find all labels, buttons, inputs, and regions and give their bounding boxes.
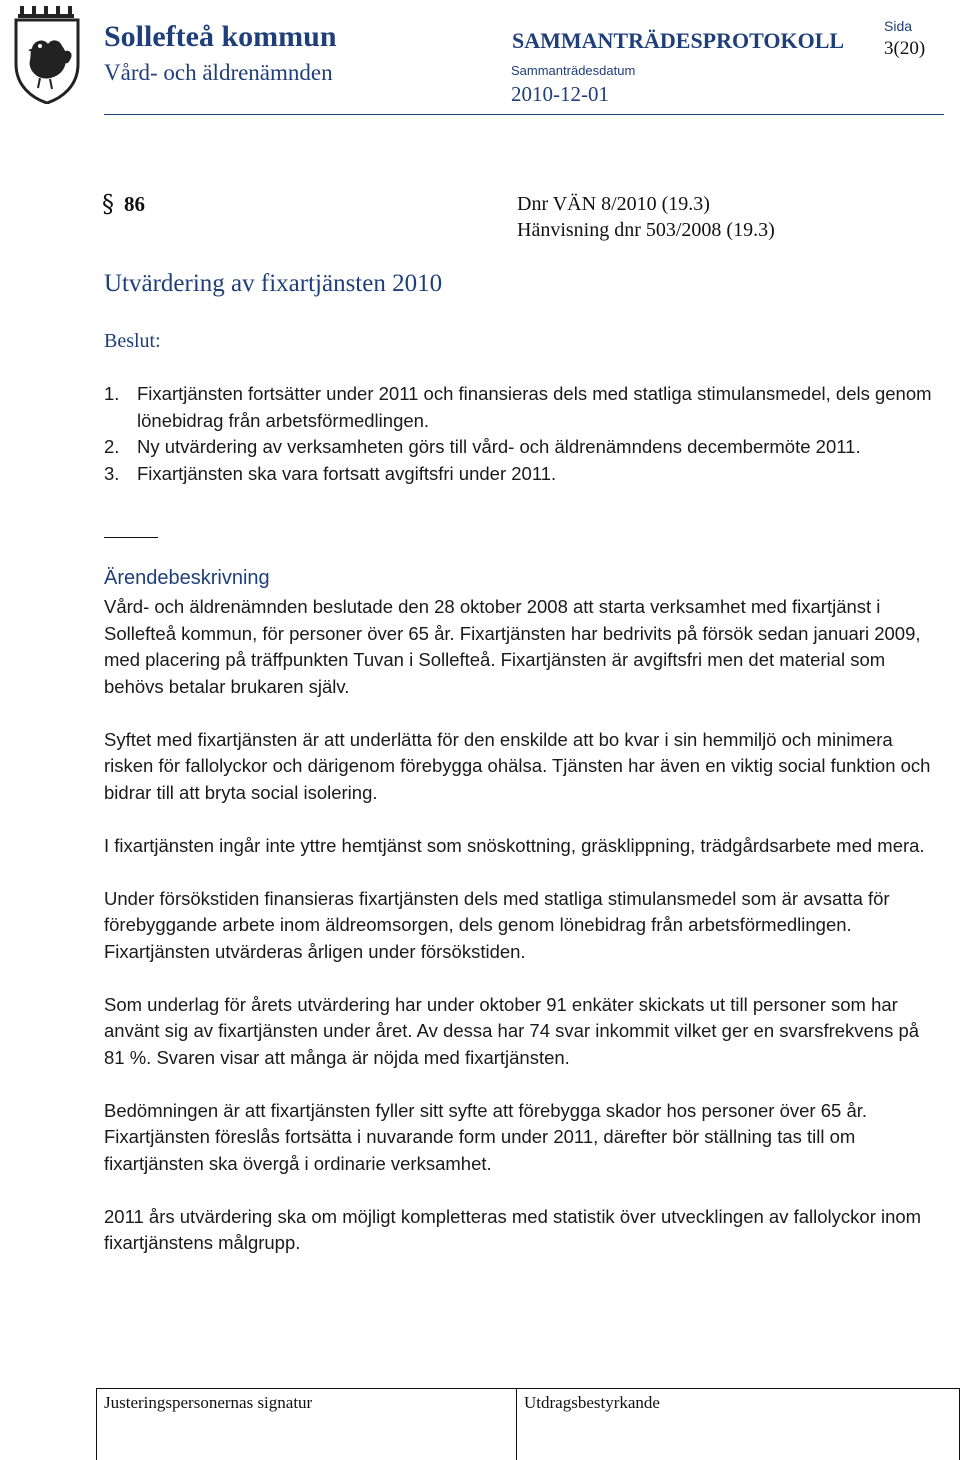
paragraph-number: 86: [124, 192, 145, 216]
decision-item-number: 3.: [104, 462, 120, 484]
diary-number: Dnr VÄN 8/2010 (19.3): [517, 193, 710, 215]
municipal-crest-icon: [10, 4, 86, 104]
item-title: Utvärdering av fixartjänsten 2010: [104, 270, 443, 297]
decision-heading: Beslut:: [104, 330, 161, 352]
reference-number: Hänvisning dnr 503/2008 (19.3): [517, 219, 775, 241]
signature-table: [96, 1388, 960, 1460]
decision-item-number: 2.: [104, 436, 120, 457]
page-label: Sida: [884, 18, 913, 34]
description-paragraph: Vård- och äldrenämnden beslutade den 28 oktober 2008 att starta verksamhet med fixartjänst i Sollefteå kommun, för personer över 65 år. Fixartjänsten har bedrivits på försök sedan januari 2009, med placering på träffpunkten Tuvan i Sollefteå. Fixartjänsten är avgiftsfri men det material som behövs betalar brukaren själv.: [104, 596, 921, 697]
decision-item-text: Ny utvärdering av verksamheten görs till vård- och äldrenämndens decembermöte 2011.: [137, 436, 861, 457]
description-paragraph: Bedömningen är att fixartjänsten fyller sitt syfte att förebygga skador hos personer över 65 år. Fixartjänsten föreslås fortsätta i nuvarande form under 2011, därefter bör ställning tas till om fixartjänsten ska övergå i ordinarie verksamhet.: [104, 1099, 868, 1174]
decision-item-number: 1.: [104, 383, 120, 404]
decision-item-text: Fixartjänsten fortsätter under 2011 och finansieras dels med statliga stimulansmedel, dels genom lönebidrag från arbetsförmedlingen.: [137, 383, 932, 431]
decision-item-text: Fixartjänsten ska vara fortsatt avgiftsfri under 2011.: [137, 462, 557, 484]
description-paragraph: I fixartjänsten ingår inte yttre hemtjänst som snöskottning, gräsklippning, trädgårdsarbete med mera.: [104, 834, 925, 856]
certified-label: Utdragsbestyrkande: [524, 1393, 660, 1412]
signature-label: Justeringspersonernas signatur: [104, 1393, 313, 1412]
description-heading: Ärendebeskrivning: [104, 567, 270, 589]
decision-item: [104, 381, 944, 434]
decision-list: [104, 381, 944, 487]
organization-name: Sollefteå kommun: [104, 20, 337, 53]
document-type: SAMMANTRÄDESPROTOKOLL: [512, 28, 845, 53]
description-paragraph: Som underlag för årets utvärdering har under oktober 91 enkäter skickats ut till personer som har använt sig av fixartjänsten under året. Av dessa har 74 svar inkommit vilket ger en svarsfrekvens på 81 %. Svaren visar att många är nöjda med fixartjänsten.: [104, 993, 920, 1068]
description-paragraph: Under försökstiden finansieras fixartjänsten dels med statliga stimulansmedel som är avsatta för förebyggande arbete inom äldreomsorgen, dels genom lönebidrag från arbetsförmedlingen. Fixartjänsten utvärderas årligen under försökstiden.: [104, 887, 890, 962]
decision-item: [104, 461, 944, 488]
department-name: Vård- och äldrenämnden: [104, 60, 333, 85]
meeting-date-label: Sammanträdesdatum: [511, 63, 636, 78]
certified-cell: [517, 1389, 959, 1460]
description-paragraph: 2011 års utvärdering ska om möjligt kompletteras med statistik över utvecklingen av fallolyckor inom fixartjänstens målgrupp.: [104, 1205, 922, 1253]
header-divider: [104, 114, 944, 115]
paragraph-symbol: §: [102, 190, 114, 218]
page-number: 3(20): [884, 38, 926, 59]
decision-item: [104, 434, 944, 461]
meeting-date: 2010-12-01: [511, 82, 609, 106]
signature-cell: [97, 1389, 517, 1460]
section-divider: [104, 537, 158, 538]
description-body: [104, 594, 939, 1283]
description-paragraph: Syftet med fixartjänsten är att underlätta för den enskilde att bo kvar i sin hemmiljö och minimera risken för fallolyckor och därigenom förebygga ohälsa. Tjänsten har även en viktig social funktion och bidrar till att bryta social isolering.: [104, 728, 931, 803]
